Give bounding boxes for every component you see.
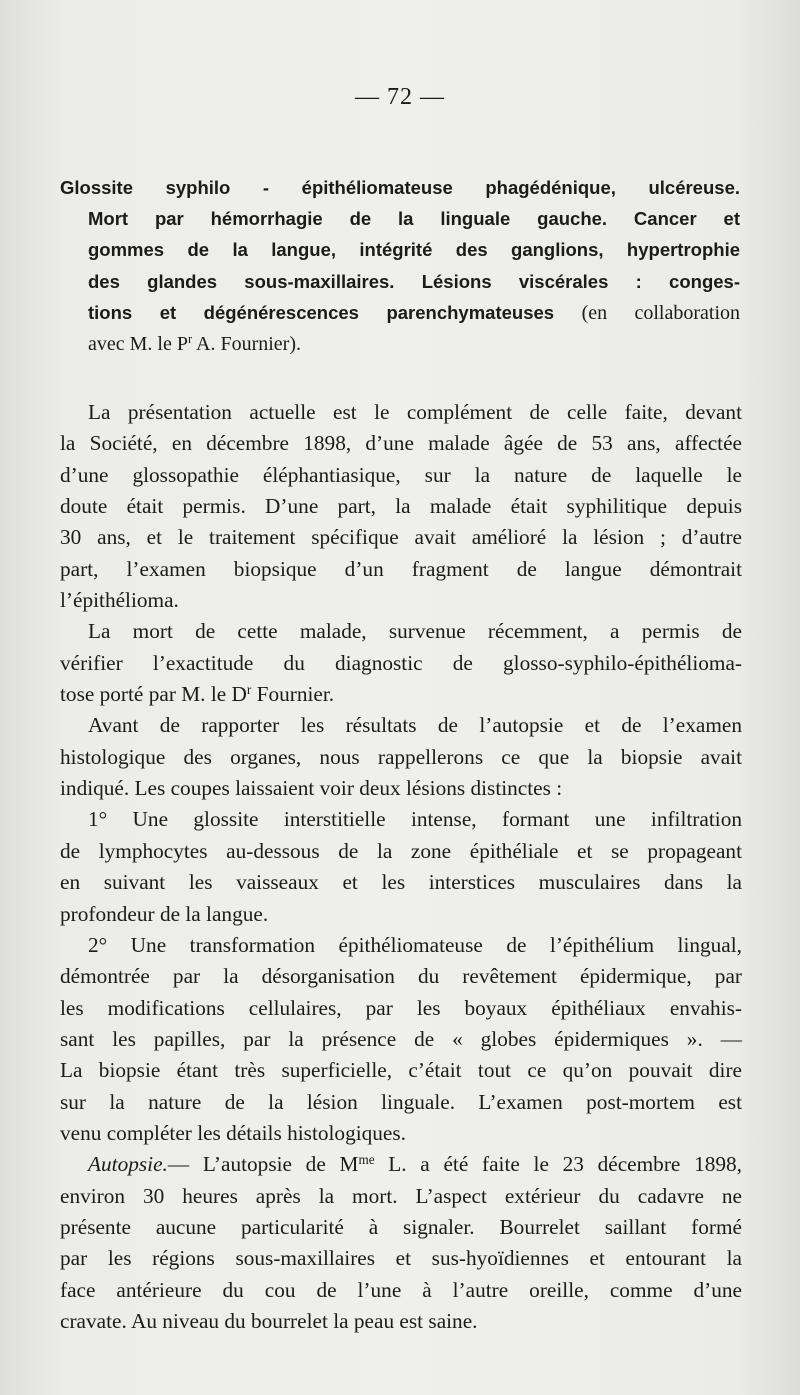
heading-line: Mort par hémorrhagie de la linguale gauche. Cancer et — [88, 208, 740, 230]
text-line: profondeur de la langue. — [60, 901, 269, 926]
text-line: l’épithélioma. — [60, 588, 179, 613]
text-line: la Société, en décembre 1898, d’une malade âgée de 53 ans, affectée — [60, 431, 742, 456]
text-line — [60, 1149, 742, 1180]
heading-line — [60, 297, 740, 329]
heading-line: Glossite syphilo - épithéliomateuse phagédénique, ulcéreuse. — [60, 177, 740, 198]
heading-line: des glandes sous-maxillaires. Lésions viscérales : conges- — [88, 270, 740, 292]
body-text — [60, 397, 742, 1337]
text-line: d’une glossopathie éléphantiasique, sur la nature de laquelle le — [60, 462, 742, 487]
heading-line: gommes de la langue, intégrité des ganglions, hypertrophie — [88, 239, 740, 261]
text-line: histologique des organes, nous rappellerons ce que la biopsie avait — [60, 744, 742, 769]
text-line: de lymphocytes au-dessous de la zone épithéliale et se propageant — [60, 838, 742, 863]
section-heading — [60, 172, 740, 360]
text-line: 1° Une glossite interstitielle intense, formant une infiltration — [88, 807, 742, 832]
text-line: Avant de rapporter les résultats de l’autopsie et de l’examen — [88, 713, 742, 738]
text-line: face antérieure du cou de l’une à l’autre oreille, comme d’une — [60, 1277, 742, 1302]
heading-author-superscript: r — [187, 332, 193, 347]
text-fragment: Fournier. — [251, 682, 335, 707]
text-line: 30 ans, et le traitement spécifique avait amélioré la lésion ; d’autre — [60, 525, 742, 550]
text-line: démontrée par la désorganisation du revêtement épidermique, par — [60, 964, 742, 989]
text-line: indiqué. Les coupes laissaient voir deux lésions distinctes : — [60, 776, 563, 801]
text-fragment: L. a été faite le 23 décembre 1898, — [374, 1152, 742, 1177]
superscript: r — [246, 681, 252, 697]
text-line: La mort de cette malade, survenue récemment, a permis de — [88, 619, 742, 644]
text-line: présente aucune particularité à signaler. Bourrelet saillant formé — [60, 1214, 742, 1239]
heading-collaboration-note: (en collaboration — [581, 301, 740, 324]
text-fragment: — L’autopsie de M — [167, 1152, 359, 1177]
text-line: doute était permis. D’une part, la malade était syphilitique depuis — [60, 494, 742, 519]
text-line: sur la nature de la lésion linguale. L’examen post-mortem est — [60, 1089, 742, 1114]
text-line: en suivant les vaisseaux et les interstices musculaires dans la — [60, 870, 742, 895]
heading-line-bold: tions et dégénérescences parenchymateuses — [88, 301, 555, 323]
text-line: cravate. Au niveau du bourrelet la peau est saine. — [60, 1308, 478, 1333]
page-number: — 72 — — [355, 84, 445, 110]
text-line: les modifications cellulaires, par les boyaux épithéliaux envahis- — [60, 995, 742, 1020]
text-line: par les régions sous-maxillaires et sus-hyoïdiennes et entourant la — [60, 1246, 742, 1271]
text-line: part, l’examen biopsique d’un fragment de langue démontrait — [60, 556, 742, 581]
heading-line — [60, 329, 740, 360]
text-line: La présentation actuelle est le complément de celle faite, devant — [88, 400, 742, 424]
heading-author-prefix: avec M. le P — [88, 333, 188, 356]
heading-author-name: A. Fournier). — [192, 333, 302, 356]
superscript: me — [358, 1152, 375, 1167]
text-line: 2° Une transformation épithéliomateuse de l’épithélium lingual, — [88, 932, 742, 957]
text-line: sant les papilles, par la présence de « globes épidermiques ». — — [60, 1026, 742, 1051]
text-fragment: tose porté par M. le D — [60, 682, 247, 707]
autopsy-label: Autopsie. — [88, 1152, 168, 1177]
text-line — [60, 679, 742, 710]
text-line: venu compléter les détails histologiques. — [60, 1120, 407, 1145]
text-line: La biopsie étant très superficielle, c’était tout ce qu’on pouvait dire — [60, 1058, 742, 1083]
text-line: vérifier l’exactitude du diagnostic de glosso-syphilo-épithélioma- — [60, 650, 742, 675]
text-line: environ 30 heures après la mort. L’aspect extérieur du cadavre ne — [60, 1183, 742, 1208]
